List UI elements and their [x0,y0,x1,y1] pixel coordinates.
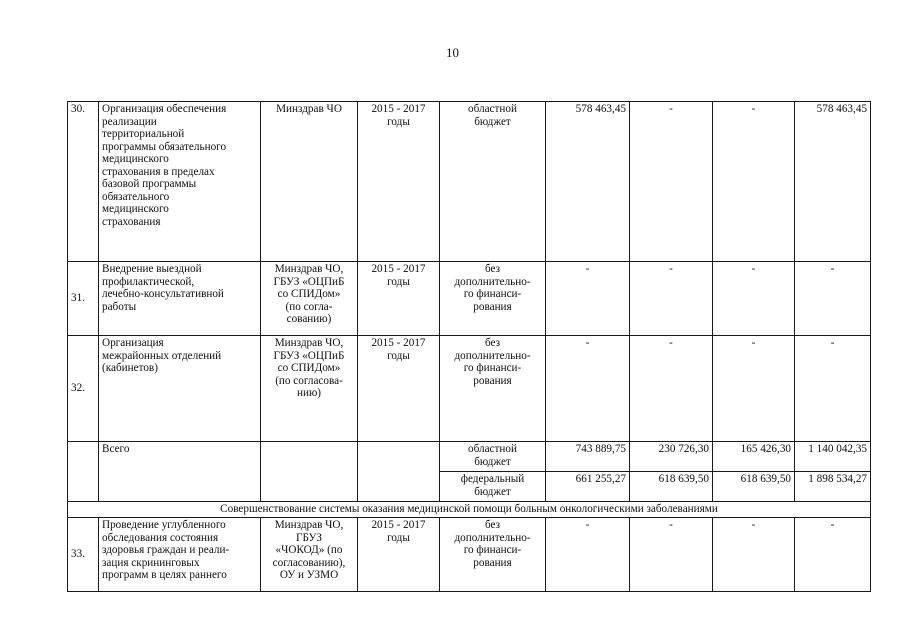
row-number: 33. [68,518,99,592]
period-cell [358,442,440,502]
amount-2016: 618 639,50 [630,472,713,502]
executor-cell: Минздрав ЧО, ГБУЗ «ОЦПиБ со СПИДом» (по согласова- нию) [261,336,358,442]
amount-total: - [795,518,871,592]
activity-cell: Организация межрайонных отделений (кабинетов) [99,336,261,442]
table-row [68,262,871,336]
activity-cell: Проведение углубленного обследования состояния здоровья граждан и реали- зация скрининговых программ в целях раннего [99,518,261,592]
table-row [68,102,871,262]
program-table [67,101,871,592]
funding-source-cell: без дополнительно- го финанси- рования [440,336,546,442]
amount-2016: - [630,518,713,592]
section-title: Совершенствование системы оказания медицинской помощи больным онкологическими заболеваниями [68,502,871,518]
row-number: 30. [68,102,99,262]
amount-total: - [795,336,871,442]
amount-2015: 743 889,75 [546,442,630,472]
funding-source-cell: без дополнительно- го финанси- рования [440,518,546,592]
amount-2015: 578 463,45 [546,102,630,262]
table-row [68,336,871,442]
period-cell: 2015 - 2017 годы [358,518,440,592]
amount-2017: - [713,336,795,442]
amount-2015: - [546,262,630,336]
totals-row-regional [68,442,871,472]
funding-source-cell: федеральный бюджет [440,472,546,502]
amount-2016: 230 726,30 [630,442,713,472]
totals-label: Всего [99,442,261,502]
period-cell: 2015 - 2017 годы [358,336,440,442]
amount-2015: - [546,336,630,442]
amount-2015: 661 255,27 [546,472,630,502]
amount-2015: - [546,518,630,592]
amount-2016: - [630,262,713,336]
amount-2017: - [713,102,795,262]
amount-total: 578 463,45 [795,102,871,262]
executor-cell: Минздрав ЧО, ГБУЗ «ОЦПиБ со СПИДом» (по согла- сованию) [261,262,358,336]
amount-2017: 165 426,30 [713,442,795,472]
period-cell: 2015 - 2017 годы [358,262,440,336]
activity-cell: Внедрение выездной профилактической, лечебно-консультативной работы [99,262,261,336]
funding-source-cell: без дополнительно- го финанси- рования [440,262,546,336]
row-number [68,442,99,502]
funding-source-cell: областной бюджет [440,102,546,262]
amount-2017: 618 639,50 [713,472,795,502]
table-row [68,518,871,592]
amount-2016: - [630,336,713,442]
amount-2016: - [630,102,713,262]
activity-cell: Организация обеспечения реализации территориальной программы обязательного медицинского страхования в пределах базовой программы обязательного медицинского страхования [99,102,261,262]
executor-cell [261,442,358,502]
page-number: 10 [446,45,459,60]
amount-total: 1 140 042,35 [795,442,871,472]
section-header-row [68,502,871,518]
funding-source-cell: областной бюджет [440,442,546,472]
amount-2017: - [713,518,795,592]
row-number: 32. [68,336,99,442]
amount-total: - [795,262,871,336]
row-number: 31. [68,262,99,336]
amount-2017: - [713,262,795,336]
executor-cell: Минздрав ЧО, ГБУЗ «ЧОКОД» (по согласованию), ОУ и УЗМО [261,518,358,592]
executor-cell: Минздрав ЧО [261,102,358,262]
period-cell: 2015 - 2017 годы [358,102,440,262]
amount-total: 1 898 534,27 [795,472,871,502]
